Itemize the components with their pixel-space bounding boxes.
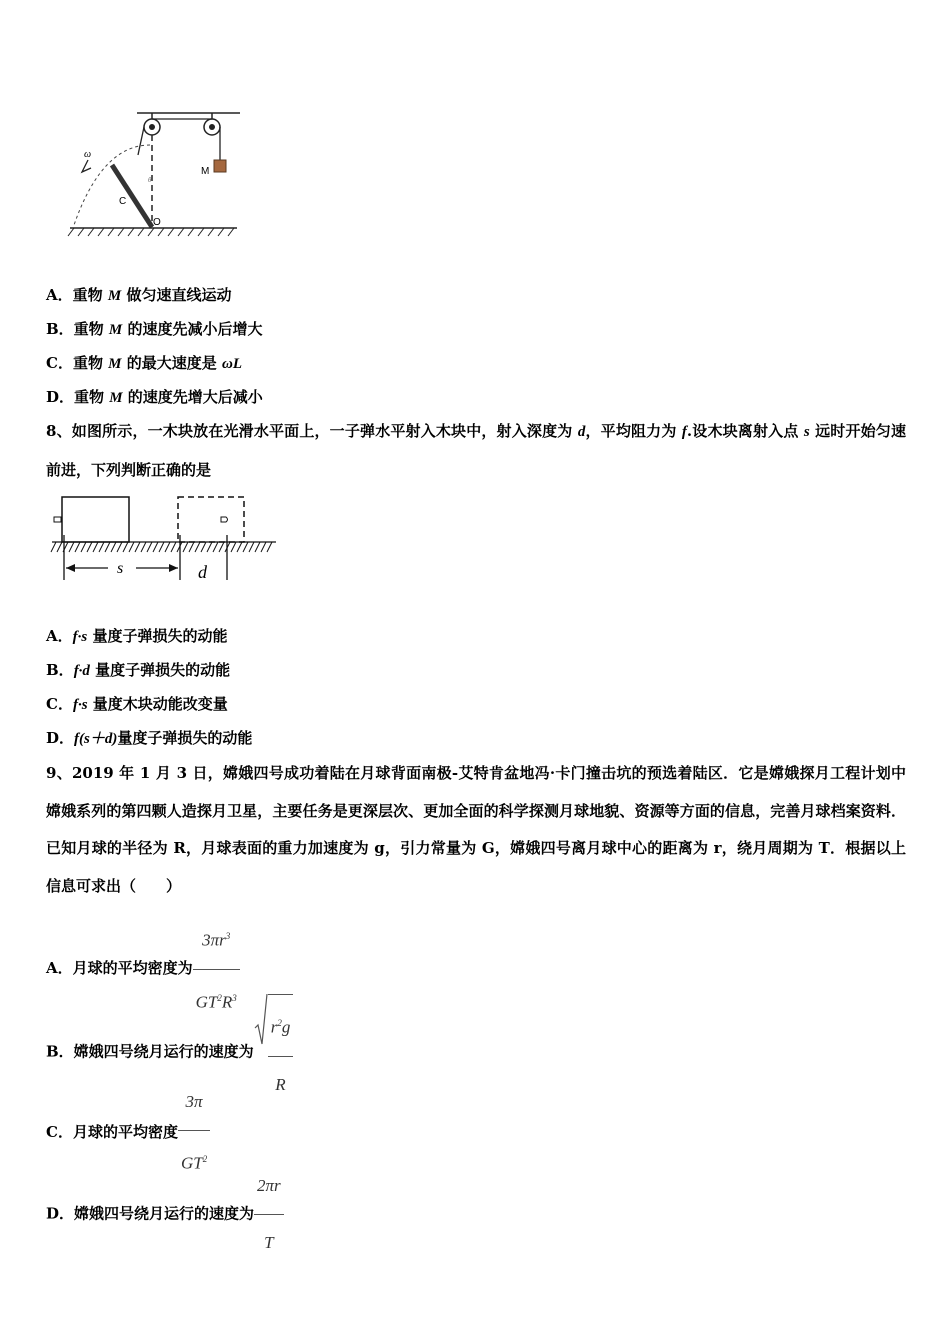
q9-stem: 9、2019 年 1 月 3 日，嫦娥四号成功着陆在月球背面南极-艾特肯盆地冯·卡门撞击坑的预选着陆区．它是嫦娥探月工程计划中嫦娥系列的第四颗人造探月卫星，主要任务是更深层次、更加全面的科学探测月球地貌、资源等方面的信息，完善月球档案资料．已知月球的半径为 R，月球表面的重力加速度为 g，引力常量为 G，嫦娥四号离月球中心的距离为 r，绕月周期为 T．根据以上信息可求出（ ） (46, 764, 906, 895)
q9-option-d[interactable]: D．嫦娥四号绕月运行的速度为 $\frac{2\pi r}{T}$ (46, 1160, 284, 1269)
figure-block-bullet (50, 490, 280, 585)
c-label: C (119, 196, 127, 207)
d-label: d (198, 562, 207, 582)
figure-rod-pulley (62, 105, 247, 240)
q7-option-c[interactable]: C．重物 M 的最大速度是 ωL (46, 354, 242, 372)
q8-option-a[interactable]: A．f·s 量度子弹损失的动能 (46, 627, 228, 645)
q8-option-c[interactable]: C．f·s 量度木块动能改变量 (46, 695, 228, 713)
density-fraction-c: $\frac{3\pi}{GT^2}$ (178, 1076, 210, 1190)
sqrt-expression: $\frac{r^2g}{R}$ (254, 994, 294, 1111)
o-label: O (153, 217, 161, 228)
q9-option-a[interactable]: A．月球的平均密度为 $\frac{3\pi r^3}{GT^2R^3}$ (46, 910, 240, 1028)
q9-option-b[interactable]: B．嫦娥四号绕月运行的速度为 $\frac{r^2g}{R}$ (46, 994, 293, 1111)
s-label: s (117, 560, 124, 577)
q8-option-b[interactable]: B．f·d 量度子弹损失的动能 (46, 661, 231, 679)
q7-option-d[interactable]: D．重物 M 的速度先增大后减小 (46, 388, 263, 406)
omega-label: ω (84, 149, 92, 160)
q8-stem: 8、如图所示，一木块放在光滑水平面上，一子弹水平射入木块中，射入深度为 d，平均阻力为 f.设木块离射入点 s 远时开始匀速前进，下列判断正确的是 (46, 422, 906, 479)
q7-option-b[interactable]: B．重物 M 的速度先减小后增大 (46, 320, 263, 338)
theta-label: θ (148, 176, 152, 184)
density-fraction-a: $\frac{3\pi r^3}{GT^2R^3}$ (193, 910, 240, 1028)
q9-option-c[interactable]: C．月球的平均密度 $\frac{3\pi}{GT^2}$ (46, 1076, 210, 1190)
q7-option-a[interactable]: A．重物 M 做匀速直线运动 (46, 286, 232, 304)
q8-option-d[interactable]: D．f(s＋d)量度子弹损失的动能 (46, 729, 253, 747)
mass-label: M (201, 166, 210, 177)
velocity-fraction-d: $\frac{2\pi r}{T}$ (254, 1160, 284, 1269)
